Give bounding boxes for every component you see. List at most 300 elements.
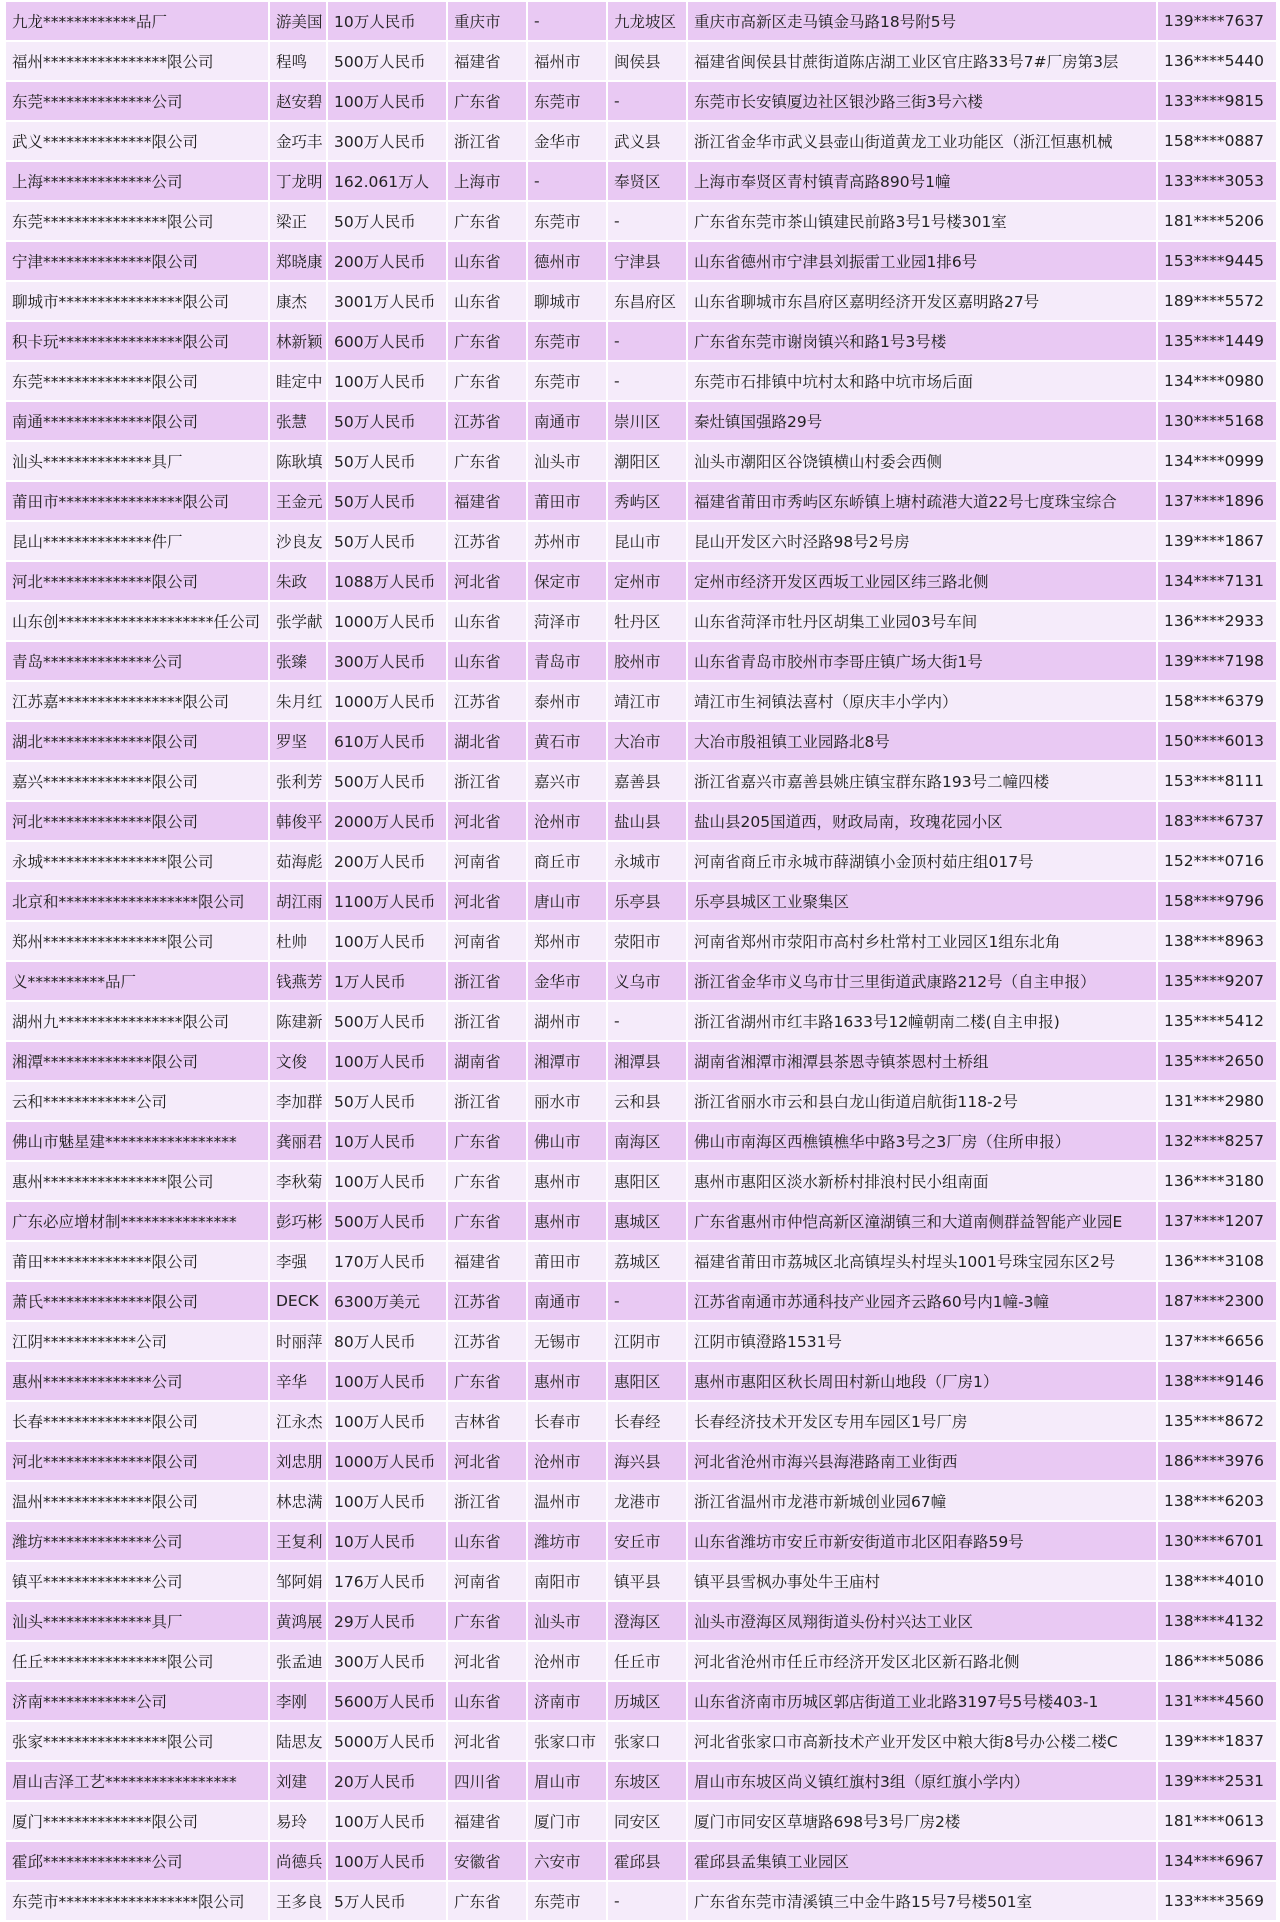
company-name-cell: 积卡玩****************限公司 bbox=[5, 321, 269, 361]
address-cell: 厦门市同安区草塘路698号3号厂房2楼 bbox=[687, 1801, 1157, 1841]
legal-rep-cell: 郑晓康 bbox=[269, 241, 327, 281]
district-cell: 大冶市 bbox=[607, 721, 687, 761]
registered-capital-cell: 100万人民币 bbox=[327, 1481, 447, 1521]
company-name-cell: 云和************公司 bbox=[5, 1081, 269, 1121]
legal-rep-cell: 刘建 bbox=[269, 1761, 327, 1801]
registered-capital-cell: 500万人民币 bbox=[327, 1201, 447, 1241]
province-cell: 浙江省 bbox=[447, 761, 527, 801]
legal-rep-cell: 易玲 bbox=[269, 1801, 327, 1841]
registered-capital-cell: 100万人民币 bbox=[327, 921, 447, 961]
address-cell: 浙江省金华市武义县壶山街道黄龙工业功能区（浙江恒惠机械 bbox=[687, 121, 1157, 161]
city-cell: 东莞市 bbox=[527, 201, 607, 241]
district-cell: 霍邱县 bbox=[607, 1841, 687, 1881]
legal-rep-cell: 茹海彪 bbox=[269, 841, 327, 881]
table-row bbox=[5, 921, 1277, 961]
city-cell: 苏州市 bbox=[527, 521, 607, 561]
city-cell: 南阳市 bbox=[527, 1561, 607, 1601]
district-cell: 牡丹区 bbox=[607, 601, 687, 641]
province-cell: 广东省 bbox=[447, 321, 527, 361]
province-cell: 浙江省 bbox=[447, 1001, 527, 1041]
address-cell: 山东省聊城市东昌府区嘉明经济开发区嘉明路27号 bbox=[687, 281, 1157, 321]
address-cell: 河北省沧州市任丘市经济开发区北区新石路北侧 bbox=[687, 1641, 1157, 1681]
address-cell: 山东省菏泽市牡丹区胡集工业园03号车间 bbox=[687, 601, 1157, 641]
district-cell: 长春经 bbox=[607, 1401, 687, 1441]
registered-capital-cell: 300万人民币 bbox=[327, 121, 447, 161]
province-cell: 江苏省 bbox=[447, 681, 527, 721]
district-cell: - bbox=[607, 1001, 687, 1041]
company-name-cell: 湖北**************限公司 bbox=[5, 721, 269, 761]
province-cell: 福建省 bbox=[447, 481, 527, 521]
table-row bbox=[5, 841, 1277, 881]
company-name-cell: 郑州****************限公司 bbox=[5, 921, 269, 961]
city-cell: 汕头市 bbox=[527, 441, 607, 481]
legal-rep-cell: 张孟迪 bbox=[269, 1641, 327, 1681]
address-cell: 广东省东莞市清溪镇三中金牛路15号7号楼501室 bbox=[687, 1881, 1157, 1921]
legal-rep-cell: 罗坚 bbox=[269, 721, 327, 761]
registered-capital-cell: 176万人民币 bbox=[327, 1561, 447, 1601]
address-cell: 湖南省湘潭市湘潭县茶恩寺镇茶恩村土桥组 bbox=[687, 1041, 1157, 1081]
registered-capital-cell: 162.061万人 bbox=[327, 161, 447, 201]
legal-rep-cell: 程鸣 bbox=[269, 41, 327, 81]
district-cell: 湘潭县 bbox=[607, 1041, 687, 1081]
city-cell: 沧州市 bbox=[527, 1641, 607, 1681]
phone-cell: 186****5086 bbox=[1157, 1641, 1277, 1681]
province-cell: 上海市 bbox=[447, 161, 527, 201]
registered-capital-cell: 5000万人民币 bbox=[327, 1721, 447, 1761]
province-cell: 江苏省 bbox=[447, 1321, 527, 1361]
table-row bbox=[5, 1841, 1277, 1881]
legal-rep-cell: 陈耿填 bbox=[269, 441, 327, 481]
province-cell: 河北省 bbox=[447, 1441, 527, 1481]
city-cell: 保定市 bbox=[527, 561, 607, 601]
company-name-cell: 上海**************公司 bbox=[5, 161, 269, 201]
phone-cell: 138****4132 bbox=[1157, 1601, 1277, 1641]
city-cell: 潍坊市 bbox=[527, 1521, 607, 1561]
province-cell: 广东省 bbox=[447, 1201, 527, 1241]
district-cell: 永城市 bbox=[607, 841, 687, 881]
district-cell: 靖江市 bbox=[607, 681, 687, 721]
province-cell: 河南省 bbox=[447, 921, 527, 961]
table-row bbox=[5, 961, 1277, 1001]
table-row bbox=[5, 441, 1277, 481]
company-name-cell: 霍邱**************公司 bbox=[5, 1841, 269, 1881]
address-cell: 重庆市高新区走马镇金马路18号附5号 bbox=[687, 1, 1157, 41]
table-row bbox=[5, 1521, 1277, 1561]
phone-cell: 136****5440 bbox=[1157, 41, 1277, 81]
address-cell: 浙江省丽水市云和县白龙山街道启航街118-2号 bbox=[687, 1081, 1157, 1121]
district-cell: - bbox=[607, 1281, 687, 1321]
company-name-cell: 厦门**************限公司 bbox=[5, 1801, 269, 1841]
legal-rep-cell: 游美国 bbox=[269, 1, 327, 41]
province-cell: 湖南省 bbox=[447, 1041, 527, 1081]
company-name-cell: 济南************公司 bbox=[5, 1681, 269, 1721]
table-row bbox=[5, 1561, 1277, 1601]
city-cell: 德州市 bbox=[527, 241, 607, 281]
phone-cell: 135****5412 bbox=[1157, 1001, 1277, 1041]
legal-rep-cell: 林忠满 bbox=[269, 1481, 327, 1521]
legal-rep-cell: 张学献 bbox=[269, 601, 327, 641]
district-cell: 龙港市 bbox=[607, 1481, 687, 1521]
district-cell: 历城区 bbox=[607, 1681, 687, 1721]
address-cell: 广东省东莞市茶山镇建民前路3号1号楼301室 bbox=[687, 201, 1157, 241]
legal-rep-cell: 陆思友 bbox=[269, 1721, 327, 1761]
table-row bbox=[5, 1081, 1277, 1121]
table-row bbox=[5, 401, 1277, 441]
company-name-cell: 永城****************限公司 bbox=[5, 841, 269, 881]
province-cell: 山东省 bbox=[447, 601, 527, 641]
table-row bbox=[5, 1001, 1277, 1041]
legal-rep-cell: 邹阿娟 bbox=[269, 1561, 327, 1601]
district-cell: 嘉善县 bbox=[607, 761, 687, 801]
legal-rep-cell: 康杰 bbox=[269, 281, 327, 321]
company-name-cell: 长春**************限公司 bbox=[5, 1401, 269, 1441]
address-cell: 汕头市澄海区凤翔街道头份村兴达工业区 bbox=[687, 1601, 1157, 1641]
registered-capital-cell: 1088万人民币 bbox=[327, 561, 447, 601]
district-cell: 义乌市 bbox=[607, 961, 687, 1001]
province-cell: 浙江省 bbox=[447, 121, 527, 161]
table-row bbox=[5, 1641, 1277, 1681]
phone-cell: 136****2933 bbox=[1157, 601, 1277, 641]
table-row bbox=[5, 1401, 1277, 1441]
legal-rep-cell: 王金元 bbox=[269, 481, 327, 521]
district-cell: 海兴县 bbox=[607, 1441, 687, 1481]
legal-rep-cell: 刘忠朋 bbox=[269, 1441, 327, 1481]
registered-capital-cell: 5600万人民币 bbox=[327, 1681, 447, 1721]
address-cell: 江阴市镇澄路1531号 bbox=[687, 1321, 1157, 1361]
province-cell: 福建省 bbox=[447, 41, 527, 81]
table-row bbox=[5, 1241, 1277, 1281]
address-cell: 河北省沧州市海兴县海港路南工业街西 bbox=[687, 1441, 1157, 1481]
address-cell: 乐亭县城区工业聚集区 bbox=[687, 881, 1157, 921]
company-name-cell: 河北**************限公司 bbox=[5, 561, 269, 601]
company-name-cell: 东莞**************限公司 bbox=[5, 361, 269, 401]
phone-cell: 139****1867 bbox=[1157, 521, 1277, 561]
table-body bbox=[5, 1, 1277, 1921]
address-cell: 眉山市东坡区尚义镇红旗村3组（原红旗小学内） bbox=[687, 1761, 1157, 1801]
district-cell: - bbox=[607, 81, 687, 121]
phone-cell: 139****7198 bbox=[1157, 641, 1277, 681]
address-cell: 东莞市长安镇厦边社区银沙路三街3号六楼 bbox=[687, 81, 1157, 121]
address-cell: 定州市经济开发区西坂工业园区纬三路北侧 bbox=[687, 561, 1157, 601]
district-cell: 江阴市 bbox=[607, 1321, 687, 1361]
district-cell: 任丘市 bbox=[607, 1641, 687, 1681]
address-cell: 山东省青岛市胶州市李哥庄镇广场大街1号 bbox=[687, 641, 1157, 681]
address-cell: 福建省莆田市秀屿区东峤镇上塘村疏港大道22号七度珠宝综合 bbox=[687, 481, 1157, 521]
registered-capital-cell: 10万人民币 bbox=[327, 1521, 447, 1561]
address-cell: 山东省济南市历城区郭店街道工业北路3197号5号楼403-1 bbox=[687, 1681, 1157, 1721]
address-cell: 福建省莆田市荔城区北高镇埕头村埕头1001号珠宝园东区2号 bbox=[687, 1241, 1157, 1281]
legal-rep-cell: 梁正 bbox=[269, 201, 327, 241]
company-name-cell: 嘉兴**************限公司 bbox=[5, 761, 269, 801]
legal-rep-cell: 赵安碧 bbox=[269, 81, 327, 121]
registered-capital-cell: 50万人民币 bbox=[327, 401, 447, 441]
province-cell: 重庆市 bbox=[447, 1, 527, 41]
phone-cell: 132****8257 bbox=[1157, 1121, 1277, 1161]
phone-cell: 135****2650 bbox=[1157, 1041, 1277, 1081]
table-row bbox=[5, 1681, 1277, 1721]
company-name-cell: 江阴************公司 bbox=[5, 1321, 269, 1361]
province-cell: 广东省 bbox=[447, 1601, 527, 1641]
city-cell: 黄石市 bbox=[527, 721, 607, 761]
company-name-cell: 河北**************限公司 bbox=[5, 1441, 269, 1481]
district-cell: 惠阳区 bbox=[607, 1361, 687, 1401]
table-row bbox=[5, 1321, 1277, 1361]
legal-rep-cell: 张慧 bbox=[269, 401, 327, 441]
city-cell: 金华市 bbox=[527, 961, 607, 1001]
address-cell: 河北省张家口市高新技术产业开发区中粮大街8号办公楼二楼C bbox=[687, 1721, 1157, 1761]
registered-capital-cell: 80万人民币 bbox=[327, 1321, 447, 1361]
phone-cell: 139****2531 bbox=[1157, 1761, 1277, 1801]
province-cell: 山东省 bbox=[447, 1681, 527, 1721]
city-cell: 惠州市 bbox=[527, 1161, 607, 1201]
city-cell: 湖州市 bbox=[527, 1001, 607, 1041]
address-cell: 佛山市南海区西樵镇樵华中路3号之3厂房（住所申报） bbox=[687, 1121, 1157, 1161]
registered-capital-cell: 100万人民币 bbox=[327, 1841, 447, 1881]
province-cell: 四川省 bbox=[447, 1761, 527, 1801]
legal-rep-cell: 钱燕芳 bbox=[269, 961, 327, 1001]
phone-cell: 152****0716 bbox=[1157, 841, 1277, 881]
company-name-cell: 张家****************限公司 bbox=[5, 1721, 269, 1761]
district-cell: 乐亭县 bbox=[607, 881, 687, 921]
legal-rep-cell: 文俊 bbox=[269, 1041, 327, 1081]
company-name-cell: 青岛**************公司 bbox=[5, 641, 269, 681]
address-cell: 上海市奉贤区青村镇青高路890号1幢 bbox=[687, 161, 1157, 201]
registered-capital-cell: 2000万人民币 bbox=[327, 801, 447, 841]
province-cell: 广东省 bbox=[447, 1881, 527, 1921]
city-cell: 张家口市 bbox=[527, 1721, 607, 1761]
address-cell: 浙江省温州市龙港市新城创业园67幢 bbox=[687, 1481, 1157, 1521]
district-cell: 潮阳区 bbox=[607, 441, 687, 481]
legal-rep-cell: 张利芳 bbox=[269, 761, 327, 801]
phone-cell: 139****1837 bbox=[1157, 1721, 1277, 1761]
legal-rep-cell: 韩俊平 bbox=[269, 801, 327, 841]
phone-cell: 138****9146 bbox=[1157, 1361, 1277, 1401]
registered-capital-cell: 500万人民币 bbox=[327, 1001, 447, 1041]
address-cell: 江苏省南通市苏通科技产业园齐云路60号内1幢-3幢 bbox=[687, 1281, 1157, 1321]
table-row bbox=[5, 41, 1277, 81]
registered-capital-cell: 610万人民币 bbox=[327, 721, 447, 761]
city-cell: 惠州市 bbox=[527, 1201, 607, 1241]
address-cell: 浙江省湖州市红丰路1633号12幢朝南二楼(自主申报) bbox=[687, 1001, 1157, 1041]
district-cell: 盐山县 bbox=[607, 801, 687, 841]
province-cell: 河南省 bbox=[447, 1561, 527, 1601]
district-cell: - bbox=[607, 321, 687, 361]
city-cell: 温州市 bbox=[527, 1481, 607, 1521]
legal-rep-cell: 李刚 bbox=[269, 1681, 327, 1721]
phone-cell: 131****4560 bbox=[1157, 1681, 1277, 1721]
province-cell: 广东省 bbox=[447, 1361, 527, 1401]
city-cell: 金华市 bbox=[527, 121, 607, 161]
legal-rep-cell: 时丽萍 bbox=[269, 1321, 327, 1361]
company-name-cell: 汕头**************具厂 bbox=[5, 441, 269, 481]
province-cell: 浙江省 bbox=[447, 961, 527, 1001]
province-cell: 河北省 bbox=[447, 801, 527, 841]
address-cell: 昆山开发区六时泾路98号2号房 bbox=[687, 521, 1157, 561]
legal-rep-cell: 江永杰 bbox=[269, 1401, 327, 1441]
table-row bbox=[5, 1, 1277, 41]
city-cell: 商丘市 bbox=[527, 841, 607, 881]
phone-cell: 138****8963 bbox=[1157, 921, 1277, 961]
province-cell: 山东省 bbox=[447, 1521, 527, 1561]
address-cell: 盐山县205国道西，财政局南，玫瑰花园小区 bbox=[687, 801, 1157, 841]
legal-rep-cell: 林新颖 bbox=[269, 321, 327, 361]
address-cell: 大冶市殷祖镇工业园路北8号 bbox=[687, 721, 1157, 761]
company-name-cell: 镇平**************公司 bbox=[5, 1561, 269, 1601]
company-name-cell: 武义**************限公司 bbox=[5, 121, 269, 161]
registered-capital-cell: 170万人民币 bbox=[327, 1241, 447, 1281]
phone-cell: 135****9207 bbox=[1157, 961, 1277, 1001]
registered-capital-cell: 200万人民币 bbox=[327, 841, 447, 881]
company-name-cell: 昆山**************件厂 bbox=[5, 521, 269, 561]
phone-cell: 181****5206 bbox=[1157, 201, 1277, 241]
address-cell: 镇平县雪枫办事处牛王庙村 bbox=[687, 1561, 1157, 1601]
registered-capital-cell: 1100万人民币 bbox=[327, 881, 447, 921]
registered-capital-cell: 600万人民币 bbox=[327, 321, 447, 361]
city-cell: 沧州市 bbox=[527, 1441, 607, 1481]
legal-rep-cell: 李加群 bbox=[269, 1081, 327, 1121]
district-cell: 荥阳市 bbox=[607, 921, 687, 961]
phone-cell: 133****3053 bbox=[1157, 161, 1277, 201]
registered-capital-cell: 100万人民币 bbox=[327, 1041, 447, 1081]
city-cell: 湘潭市 bbox=[527, 1041, 607, 1081]
province-cell: 广东省 bbox=[447, 81, 527, 121]
table-row bbox=[5, 1601, 1277, 1641]
city-cell: 莆田市 bbox=[527, 1241, 607, 1281]
table-row bbox=[5, 1161, 1277, 1201]
district-cell: 惠阳区 bbox=[607, 1161, 687, 1201]
district-cell: 东昌府区 bbox=[607, 281, 687, 321]
city-cell: 佛山市 bbox=[527, 1121, 607, 1161]
city-cell: 丽水市 bbox=[527, 1081, 607, 1121]
registered-capital-cell: 10万人民币 bbox=[327, 1, 447, 41]
company-name-cell: 河北**************限公司 bbox=[5, 801, 269, 841]
company-name-cell: 莆田**************限公司 bbox=[5, 1241, 269, 1281]
company-name-cell: 惠州**************公司 bbox=[5, 1361, 269, 1401]
phone-cell: 133****3569 bbox=[1157, 1881, 1277, 1921]
city-cell: - bbox=[527, 1, 607, 41]
address-cell: 惠州市惠阳区淡水新桥村排浪村民小组南面 bbox=[687, 1161, 1157, 1201]
province-cell: 福建省 bbox=[447, 1241, 527, 1281]
province-cell: 江苏省 bbox=[447, 521, 527, 561]
phone-cell: 181****0613 bbox=[1157, 1801, 1277, 1841]
table-row bbox=[5, 1121, 1277, 1161]
city-cell: - bbox=[527, 161, 607, 201]
registered-capital-cell: 50万人民币 bbox=[327, 441, 447, 481]
city-cell: 济南市 bbox=[527, 1681, 607, 1721]
city-cell: 眉山市 bbox=[527, 1761, 607, 1801]
district-cell: 闽侯县 bbox=[607, 41, 687, 81]
city-cell: 青岛市 bbox=[527, 641, 607, 681]
company-name-cell: 九龙************品厂 bbox=[5, 1, 269, 41]
company-name-cell: 萧氏**************限公司 bbox=[5, 1281, 269, 1321]
city-cell: 长春市 bbox=[527, 1401, 607, 1441]
address-cell: 广东省东莞市谢岗镇兴和路1号3号楼 bbox=[687, 321, 1157, 361]
company-name-cell: 湘潭**************限公司 bbox=[5, 1041, 269, 1081]
city-cell: 南通市 bbox=[527, 401, 607, 441]
province-cell: 安徽省 bbox=[447, 1841, 527, 1881]
table-row bbox=[5, 361, 1277, 401]
table-row bbox=[5, 681, 1277, 721]
province-cell: 广东省 bbox=[447, 1121, 527, 1161]
registered-capital-cell: 1000万人民币 bbox=[327, 601, 447, 641]
table-row bbox=[5, 1721, 1277, 1761]
district-cell: 张家口 bbox=[607, 1721, 687, 1761]
phone-cell: 130****5168 bbox=[1157, 401, 1277, 441]
province-cell: 江苏省 bbox=[447, 1281, 527, 1321]
phone-cell: 131****2980 bbox=[1157, 1081, 1277, 1121]
company-name-cell: 北京和******************限公司 bbox=[5, 881, 269, 921]
registered-capital-cell: 6300万美元 bbox=[327, 1281, 447, 1321]
district-cell: 奉贤区 bbox=[607, 161, 687, 201]
province-cell: 山东省 bbox=[447, 241, 527, 281]
address-cell: 惠州市惠阳区秋长周田村新山地段（厂房1） bbox=[687, 1361, 1157, 1401]
province-cell: 河南省 bbox=[447, 841, 527, 881]
district-cell: 昆山市 bbox=[607, 521, 687, 561]
district-cell: 秀屿区 bbox=[607, 481, 687, 521]
table-row bbox=[5, 601, 1277, 641]
city-cell: 莆田市 bbox=[527, 481, 607, 521]
phone-cell: 133****9815 bbox=[1157, 81, 1277, 121]
address-cell: 秦灶镇国强路29号 bbox=[687, 401, 1157, 441]
table-row bbox=[5, 1801, 1277, 1841]
registered-capital-cell: 100万人民币 bbox=[327, 1361, 447, 1401]
city-cell: 菏泽市 bbox=[527, 601, 607, 641]
district-cell: 荔城区 bbox=[607, 1241, 687, 1281]
district-cell: 崇川区 bbox=[607, 401, 687, 441]
table-row bbox=[5, 281, 1277, 321]
district-cell: - bbox=[607, 1881, 687, 1921]
legal-rep-cell: 王复利 bbox=[269, 1521, 327, 1561]
district-cell: 澄海区 bbox=[607, 1601, 687, 1641]
phone-cell: 153****9445 bbox=[1157, 241, 1277, 281]
address-cell: 霍邱县孟集镇工业园区 bbox=[687, 1841, 1157, 1881]
table-row bbox=[5, 561, 1277, 601]
address-cell: 东莞市石排镇中坑村太和路中坑市场后面 bbox=[687, 361, 1157, 401]
registered-capital-cell: 100万人民币 bbox=[327, 1801, 447, 1841]
city-cell: 沧州市 bbox=[527, 801, 607, 841]
legal-rep-cell: 丁龙明 bbox=[269, 161, 327, 201]
registered-capital-cell: 500万人民币 bbox=[327, 761, 447, 801]
district-cell: 定州市 bbox=[607, 561, 687, 601]
legal-rep-cell: 尚德兵 bbox=[269, 1841, 327, 1881]
province-cell: 山东省 bbox=[447, 281, 527, 321]
company-name-cell: 山东创********************任公司 bbox=[5, 601, 269, 641]
company-name-cell: 佛山市魅星建***************** bbox=[5, 1121, 269, 1161]
table-row bbox=[5, 81, 1277, 121]
company-name-cell: 东莞**************公司 bbox=[5, 81, 269, 121]
province-cell: 广东省 bbox=[447, 1161, 527, 1201]
company-name-cell: 眉山吉泽工艺***************** bbox=[5, 1761, 269, 1801]
registered-capital-cell: 50万人民币 bbox=[327, 481, 447, 521]
province-cell: 吉林省 bbox=[447, 1401, 527, 1441]
district-cell: 九龙坡区 bbox=[607, 1, 687, 41]
district-cell: 同安区 bbox=[607, 1801, 687, 1841]
legal-rep-cell: 眭定中 bbox=[269, 361, 327, 401]
district-cell: 宁津县 bbox=[607, 241, 687, 281]
company-name-cell: 南通**************限公司 bbox=[5, 401, 269, 441]
legal-rep-cell: 胡江雨 bbox=[269, 881, 327, 921]
phone-cell: 187****2300 bbox=[1157, 1281, 1277, 1321]
table-row bbox=[5, 1361, 1277, 1401]
phone-cell: 135****8672 bbox=[1157, 1401, 1277, 1441]
district-cell: 安丘市 bbox=[607, 1521, 687, 1561]
table-row bbox=[5, 1481, 1277, 1521]
district-cell: 东坡区 bbox=[607, 1761, 687, 1801]
phone-cell: 158****0887 bbox=[1157, 121, 1277, 161]
table-row bbox=[5, 321, 1277, 361]
province-cell: 浙江省 bbox=[447, 1081, 527, 1121]
district-cell: - bbox=[607, 361, 687, 401]
